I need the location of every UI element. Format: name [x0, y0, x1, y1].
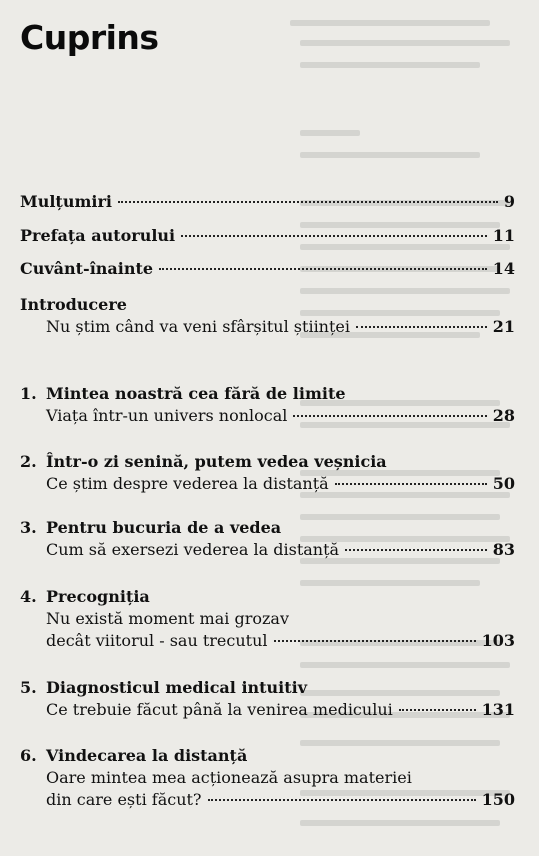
- toc-entry-subtitle: Nu știm când va veni sfârșitul științei: [46, 317, 350, 336]
- toc-entry-page: 21: [492, 317, 515, 336]
- chapter-subtitle: Ce trebuie făcut până la venirea medicului: [46, 700, 393, 719]
- chapter-subtitle-line-2: decât viitorul - sau trecutul: [46, 631, 268, 650]
- dot-leader: [335, 483, 487, 485]
- chapter-page: 103: [481, 631, 515, 650]
- dot-leader: [345, 549, 487, 551]
- toc-entry-page: 9: [503, 192, 515, 211]
- page-title: Cuprins: [20, 18, 159, 57]
- chapter-number: 5.: [20, 678, 37, 697]
- toc-chapter-2[interactable]: [20, 451, 515, 495]
- dot-leader: [399, 709, 476, 711]
- chapter-subtitle-line-1: Nu există moment mai grozav: [46, 609, 289, 628]
- toc-entry-label: Mulțumiri: [20, 192, 112, 211]
- chapter-number: 1.: [20, 384, 37, 403]
- toc-chapter-4[interactable]: [20, 586, 515, 652]
- chapter-page: 150: [481, 790, 515, 809]
- toc-entry-label: Cuvânt-înainte: [20, 259, 154, 278]
- chapter-title: Precogniția: [46, 587, 150, 606]
- toc-entry-acknowledgements[interactable]: [20, 191, 515, 213]
- chapter-page: 83: [492, 540, 515, 559]
- chapter-page: 131: [481, 700, 515, 719]
- chapter-title: Diagnosticul medical intuitiv: [46, 678, 308, 697]
- chapter-number: 3.: [20, 518, 37, 537]
- toc-entry-label: Prefața autorului: [20, 226, 176, 245]
- toc-entry-page: 14: [492, 259, 515, 278]
- dot-leader: [181, 235, 487, 237]
- dot-leader: [159, 268, 487, 270]
- toc-chapter-1[interactable]: [20, 383, 515, 427]
- chapter-title: Mintea noastră cea fără de limite: [46, 384, 346, 403]
- dot-leader: [118, 201, 498, 203]
- chapter-subtitle-line-2: din care ești făcut?: [46, 790, 202, 809]
- toc-entry-foreword[interactable]: [20, 258, 515, 280]
- chapter-number: 4.: [20, 587, 37, 606]
- toc-chapter-6[interactable]: [20, 745, 515, 811]
- chapter-subtitle: Cum să exersezi vederea la distanță: [46, 540, 340, 559]
- toc-chapter-5[interactable]: [20, 677, 515, 721]
- chapter-number: 6.: [20, 746, 37, 765]
- dot-leader: [274, 640, 476, 642]
- toc-entry-introduction-label: Introducere: [20, 295, 127, 314]
- toc-entry-introduction[interactable]: [46, 316, 515, 338]
- dot-leader: [293, 415, 486, 417]
- toc-entry-author-preface[interactable]: [20, 225, 515, 247]
- chapter-title: Vindecarea la distanță: [46, 746, 248, 765]
- chapter-subtitle: Ce știm despre vederea la distanță: [46, 474, 329, 493]
- chapter-page: 28: [492, 406, 515, 425]
- chapter-title: Pentru bucuria de a vedea: [46, 518, 282, 537]
- toc-entry-page: 11: [492, 226, 515, 245]
- toc-chapter-3[interactable]: [20, 517, 515, 561]
- chapter-page: 50: [492, 474, 515, 493]
- dot-leader: [208, 799, 476, 801]
- dot-leader: [356, 326, 487, 328]
- chapter-subtitle: Viața într-un univers nonlocal: [46, 406, 288, 425]
- chapter-subtitle-line-1: Oare mintea mea acționează asupra materiei: [46, 768, 412, 787]
- chapter-number: 2.: [20, 452, 37, 471]
- chapter-title: Într-o zi senină, putem vedea veșnicia: [46, 452, 387, 471]
